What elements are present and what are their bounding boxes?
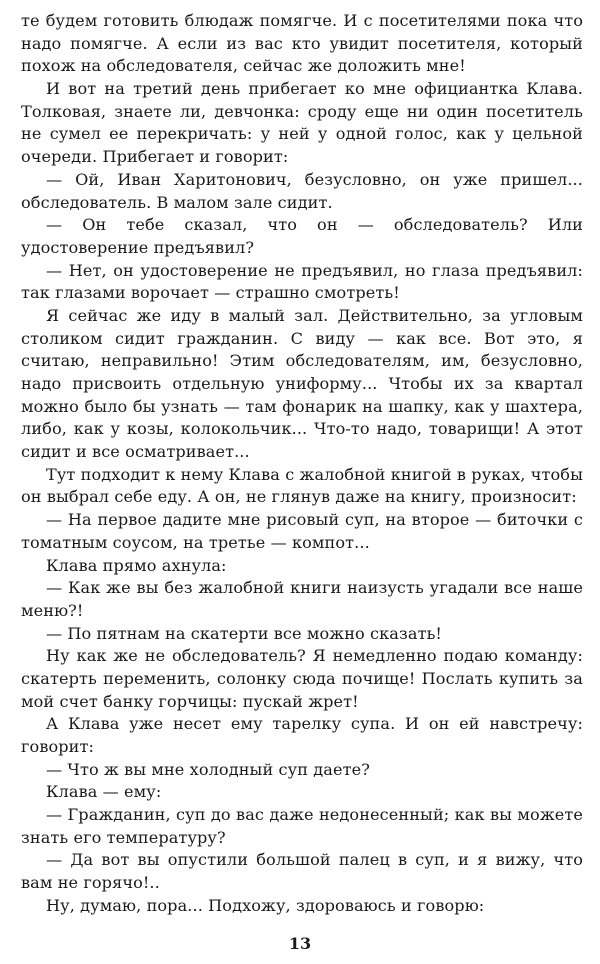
dialogue-line: — На первое дадите мне рисовый суп, на второе — биточки с томатным соусом, на третье — компот... <box>21 510 583 552</box>
page-number: 13 <box>288 934 312 953</box>
page-text <box>21 10 583 918</box>
dialogue-line: — Ой, Иван Харитонович, безусловно, он уже пришел... обследователь. В малом зале сидит. <box>21 169 583 212</box>
paragraph: Клава прямо ахнула: <box>46 555 227 575</box>
paragraph: Клава — ему: <box>46 782 162 802</box>
dialogue-line: — Что ж вы мне холодный суп даете? <box>46 759 370 779</box>
paragraph: Ну, думаю, пора... Подхожу, здороваюсь и говорю: <box>46 895 485 915</box>
paragraph: И вот на третий день прибегает ко мне официантка Клава. Толковая, знаете ли, девчонка: сроду еще ни один посетитель не сумел ее перекричать: у ней у одной голос, как у цельной очереди. Прибегает и говорит: <box>21 79 583 167</box>
paragraph-continuation: те будем готовить блюдаж помягче. И с посетителями пока что надо помягче. А если из вас кто увидит посетителя, который похож на обследователя, сейчас же доложить мне! <box>21 11 583 76</box>
dialogue-line: — Да вот вы опустили большой палец в суп, и я вижу, что вам не горячо!.. <box>21 850 583 893</box>
paragraph: Тут подходит к нему Клава с жалобной книгой в руках, чтобы он выбрал себе еду. А он, не глянув даже на книгу, произносит: <box>21 464 583 507</box>
dialogue-line: — По пятнам на скатерти все можно сказать! <box>46 623 442 643</box>
dialogue-line: — Он тебе сказал, что он — обследователь? Или удостоверение предъявил? <box>21 215 583 257</box>
paragraph: Ну как же не обследователь? Я немедленно подаю команду: скатерть переменить, солонку сюда почище! Послать купить за мой счет банку горчицы: пускай жрет! <box>21 646 583 711</box>
dialogue-line: — Как же вы без жалобной книги наизусть угадали все наше меню?! <box>21 578 583 620</box>
dialogue-line: — Гражданин, суп до вас даже недонесенный; как вы можете знать его температуру? <box>21 805 583 847</box>
dialogue-line: — Нет, он удостоверение не предъявил, но глаза предъявил: так глазами ворочает — страшно смотреть! <box>21 260 583 303</box>
paragraph: Я сейчас же иду в малый зал. Действительно, за угловым столиком сидит гражданин. С виду — как все. Вот это, я считаю, неправильно! Этим обследователям, им, безусловно, надо присвоить отдельную униформу... Чтобы их за квартал можно было бы узнать — там фонарик на шапку, как у шахтера, либо, как у козы, колокольчик... Что-то надо, товарищи! А этот сидит и все осматривает... <box>21 305 583 462</box>
paragraph: А Клава уже несет ему тарелку супа. И он ей навстречу: говорит: <box>21 714 583 756</box>
